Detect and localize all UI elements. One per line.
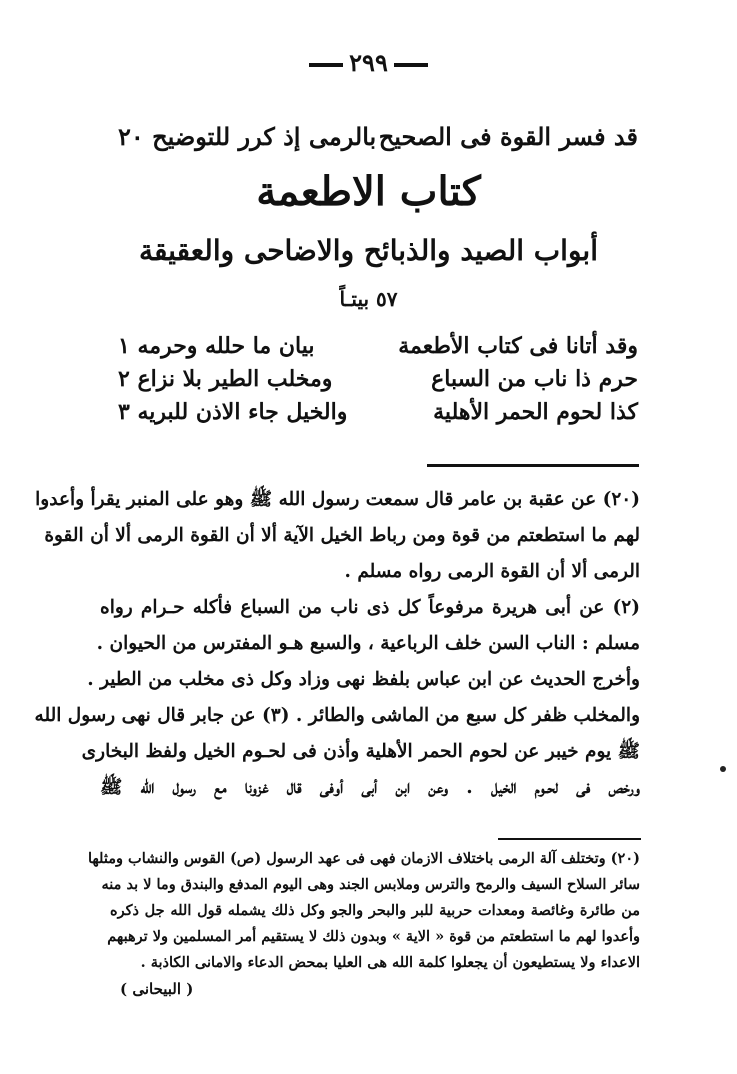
poem-right-hemistich: حرم ذا ناب من السباع [431, 366, 638, 392]
poem-block [118, 330, 638, 429]
commentary-line: والمخلب ظفر كل سبع من الماشى والطائر . (٣) عن جابر قال نهى رسول الله [34, 705, 640, 726]
commentary-line: ورخص فى لحـوم الخيل . وعن ابن أبى أوفى قال غزونا مع رسول الله ﷺ [100, 777, 640, 798]
poem-right-hemistich: كذا لحوم الحمر الأهلية [433, 399, 638, 425]
poem-right-hemistich: وقد أتانا فى كتاب الأطعمة [398, 333, 638, 359]
footnote-line: الاعداء ولا يستطيعون أن يجعلوا كلمة الله هى العليا بمحض الدعاء والامانى الكاذبة . [140, 954, 640, 971]
hadith-commentary [34, 482, 640, 806]
top-verse-right-hemistich: قد فسر القوة فى الصحيح [378, 122, 638, 151]
commentary-line: (٢) عن أبى هريرة مرفوعاً كل ذى ناب من السباع فأكله حـرام رواه [100, 597, 640, 618]
footnote-divider [498, 838, 641, 840]
footnote [87, 846, 640, 1002]
book-title: كتاب الاطعمة [256, 168, 481, 215]
poem-left-hemistich: بيان ما حلله وحرمه ١ [118, 333, 315, 359]
footnote-signature: ( البيحانى ) [120, 980, 194, 998]
page-number: ٢٩٩ [0, 48, 737, 77]
page-number-dash-right [394, 63, 428, 67]
commentary-line: وأخرج الحديث عن ابن عباس بلفظ نهى وزاد وكل ذى مخلب من الطير . [87, 669, 640, 690]
commentary-line: ﷺ يوم خيبر عن لحوم الحمر الأهلية وأذن فى لحـوم الخيل ولفظ البخارى [81, 741, 640, 762]
poem-line [118, 363, 638, 396]
footnote-line: وأعدوا لهم ما استطعتم من قوة « الاية » وبدون ذلك لا يستقيم أمر المسلمين ولا ترهبهم [107, 928, 640, 945]
verse-count: ٥٧ بيتـاً [339, 287, 398, 311]
footnote-line: من طائرة وغائصة ومعدات حربية للبر والبحر والجو وكل ذلك يشمله قول الله جل ذكره [110, 902, 640, 919]
poem-left-hemistich: ومخلب الطير بلا نزاع ٢ [118, 366, 333, 392]
chapter-title: أبواب الصيد والذبائح والاضاحى والعقيقة [139, 234, 598, 267]
poem-line [118, 330, 638, 363]
section-divider [427, 464, 639, 467]
commentary-line: الرمى ألا أن القوة الرمى رواه مسلم . [344, 561, 640, 582]
commentary-line: (٢٠) عن عقبة بن عامر قال سمعت رسول الله ﷺ وهو على المنبر يقرأ وأعدوا [35, 489, 640, 510]
footnote-line: (٢٠) وتختلف آلة الرمى باختلاف الازمان فهى فى عهد الرسول (ص) القوس والنشاب ومثلها [87, 850, 640, 867]
scan-speck [720, 766, 726, 772]
commentary-line: لهم ما استطعتم من قوة ومن رباط الخيل الآية ألا أن القوة الرمى ألا أن القوة [44, 525, 640, 546]
footnote-line: سائر السلاح السيف والرمح والترس وملابس الجند وهى اليوم المدفع والبندق وما لا بد منه [101, 876, 640, 893]
page-number-dash-left [309, 63, 343, 67]
top-verse-left-hemistich: بالرمى إذ كرر للتوضيح ٢٠ [118, 122, 377, 151]
poem-left-hemistich: والخيل جاء الاذن للبريه ٣ [118, 399, 348, 425]
commentary-line: مسلم : الناب السن خلف الرباعية ، والسبع هـو المفترس من الحيوان . [96, 633, 640, 654]
poem-line [118, 396, 638, 429]
top-verse [118, 122, 638, 151]
